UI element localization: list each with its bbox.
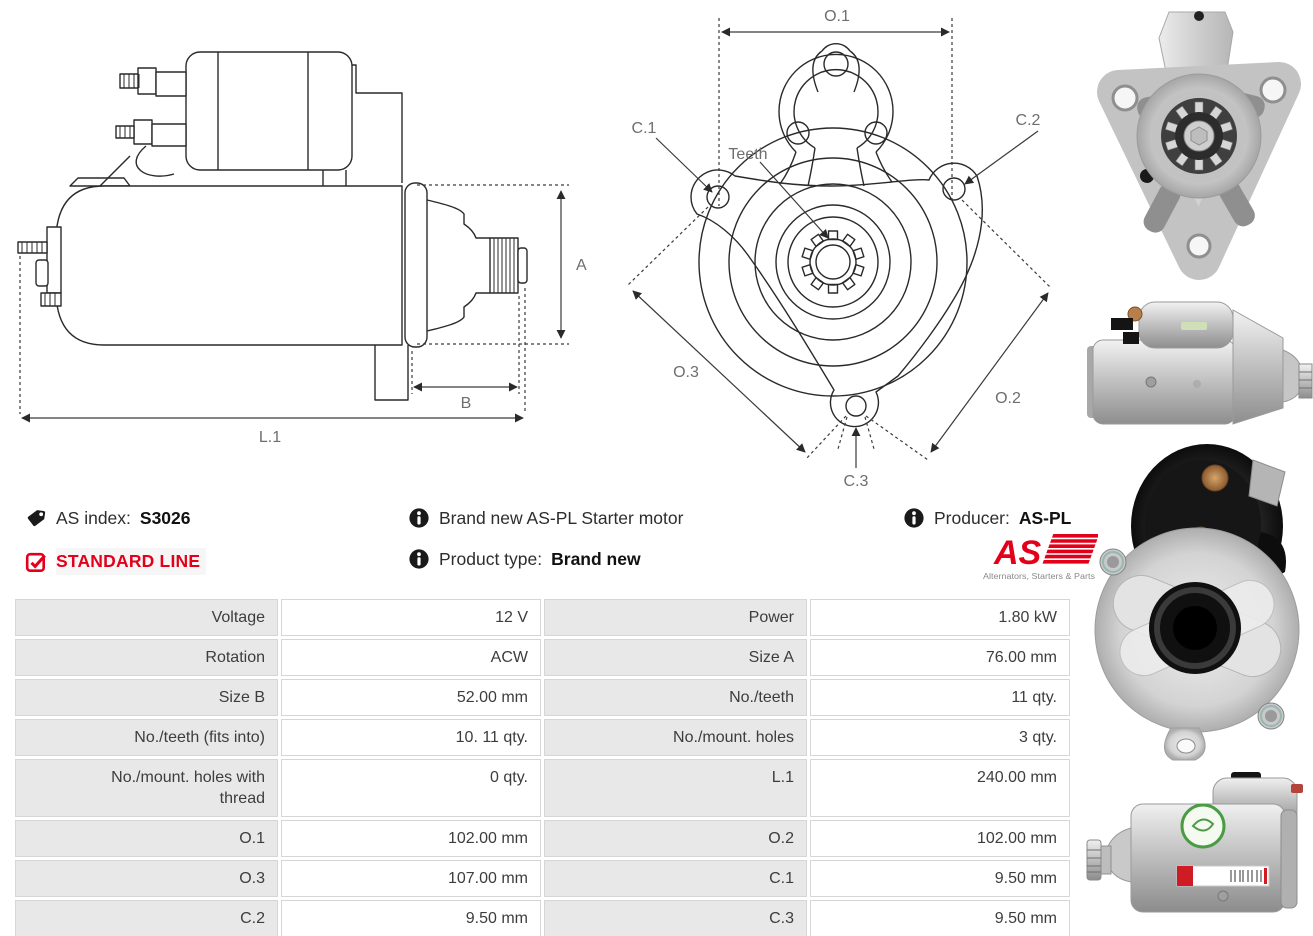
dim-label-b: B [460,395,472,412]
technical-drawing-side-view [8,4,593,466]
spec-value: 76.00 mm [810,639,1070,676]
tag-icon [25,507,47,529]
product-type-label: Product type: [439,548,543,569]
spec-label: Size A [544,639,807,676]
dim-label-c1: C.1 [631,120,657,137]
spec-value: 9.50 mm [281,900,541,936]
spec-value: 11 qty. [810,679,1070,716]
spec-value: 240.00 mm [810,759,1070,817]
table-row [15,860,1067,897]
spec-value: 9.50 mm [810,860,1070,897]
producer-value: AS-PL [1018,507,1072,528]
photo-rear-solenoid-view[interactable] [1085,434,1313,770]
dim-label-l1: L.1 [258,429,282,446]
brand-new-row [408,507,683,529]
photo-side-view-labels[interactable] [1085,772,1313,930]
spec-table [15,599,1067,936]
spec-label: Size B [15,679,278,716]
spec-value: 102.00 mm [281,820,541,857]
table-row [15,599,1067,636]
technical-drawing-front-view [600,0,1080,492]
spec-label: Voltage [15,599,278,636]
spec-value: 9.50 mm [810,900,1070,936]
table-row [15,719,1067,756]
spec-label: No./mount. holes with thread [15,759,278,817]
spec-value: 1.80 kW [810,599,1070,636]
spec-label: O.2 [544,820,807,857]
producer-row [903,507,1071,529]
table-row [15,759,1067,817]
table-row [15,900,1067,936]
spec-label: No./teeth [544,679,807,716]
brand-new-text: Brand new AS-PL Starter motor [439,507,684,528]
spec-label: No./teeth (fits into) [15,719,278,756]
as-pl-logo [980,529,1098,588]
info-icon [408,507,430,529]
spec-value: 10. 11 qty. [281,719,541,756]
spec-label: L.1 [544,759,807,817]
spec-value: 102.00 mm [810,820,1070,857]
logo-tagline: Alternators, Starters & Parts [983,572,1095,581]
product-type-row [408,548,641,570]
spec-value: ACW [281,639,541,676]
spec-label: O.3 [15,860,278,897]
spec-value: 3 qty. [810,719,1070,756]
table-row [15,639,1067,676]
photo-front-flange-view[interactable] [1085,6,1313,288]
logo-text: AS [994,534,1042,572]
spec-label: Power [544,599,807,636]
spec-value: 107.00 mm [281,860,541,897]
as-index-value: S3026 [139,507,191,528]
dim-label-c2: C.2 [1015,112,1041,129]
info-icon [903,507,925,529]
dim-label-o3: O.3 [673,364,699,381]
product-photo-column [1085,0,1313,936]
standard-line-label: STANDARD LINE [56,548,206,575]
photo-side-view[interactable] [1085,288,1313,432]
spec-label: Rotation [15,639,278,676]
standard-line-row[interactable] [25,548,206,575]
spec-label: No./mount. holes [544,719,807,756]
table-row [15,679,1067,716]
dim-label-o1: O.1 [824,8,850,25]
dim-label-a: A [576,257,587,274]
dim-label-c3: C.3 [843,473,869,490]
product-type-value: Brand new [551,548,641,569]
teeth-label: Teeth [728,146,768,163]
spec-label: C.1 [544,860,807,897]
spec-label: C.3 [544,900,807,936]
spec-value: 0 qty. [281,759,541,817]
as-index-row [25,507,191,529]
as-index-label: AS index: [56,507,131,528]
spec-label: C.2 [15,900,278,936]
table-row [15,820,1067,857]
spec-value: 12 V [281,599,541,636]
spec-label: O.1 [15,820,278,857]
info-icon [408,548,430,570]
spec-value: 52.00 mm [281,679,541,716]
checkbox-checked-icon [25,551,47,573]
dim-label-o2: O.2 [995,390,1021,407]
producer-label: Producer: [934,507,1010,528]
